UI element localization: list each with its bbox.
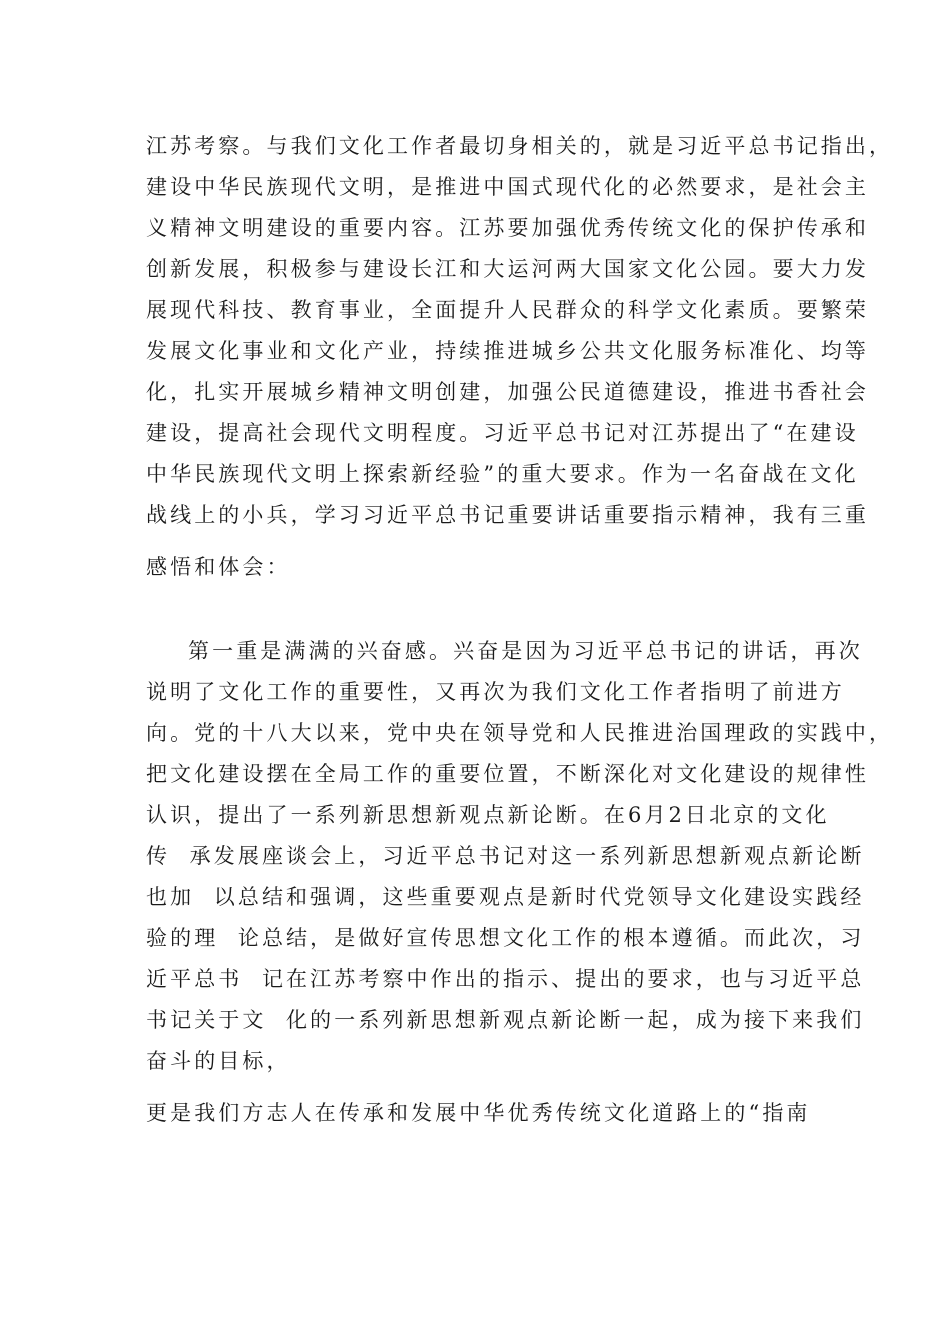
text-line: 说明了文化工作的重要性，又再次为我们文化工作者指明了前进方 [146,680,845,704]
text-line: 建设，提高社会现代文明程度。习近平总书记对江苏提出了“在建设 [146,421,859,445]
text-line: 化，扎实开展城乡精神文明创建，加强公民道德建设，推进书香社会 [146,380,869,404]
text-line: 江苏考察。与我们文化工作者最切身相关的，就是习近平总书记指出， [146,134,894,158]
text-line: 认识，提出了一系列新思想新观点新论断。在6月2日北京的文化 [146,803,830,827]
text-line: 建设中华民族现代文明，是推进中国式现代化的必然要求，是社会主 [146,175,869,199]
text-line: 创新发展，积极参与建设长江和大运河两大国家文化公园。要大力发 [146,257,869,281]
text-line: 把文化建设摆在全局工作的重要位置，不断深化对文化建设的规律性 [146,762,869,786]
text-line: 奋斗的目标， [146,1049,291,1073]
text-line: 中华民族现代文明上探索新经验”的重大要求。作为一名奋战在文化 [146,462,859,486]
text-line: 向。党的十八大以来，党中央在领导党和人民推进治国理政的实践中， [146,721,894,745]
text-line: 书记关于文 化的一系列新思想新观点新论断一起，成为接下来我们 [146,1008,865,1032]
text-line: 感悟和体会： [146,555,291,579]
text-line: 战线上的小兵，学习习近平总书记重要讲话重要指示精神，我有三重 [146,503,869,527]
text-line: 更是我们方志人在传承和发展中华优秀传统文化道路上的“指南 [146,1101,811,1125]
text-line-indented: 第一重是满满的兴奋感。兴奋是因为习近平总书记的讲话，再次 [188,639,863,663]
text-line: 义精神文明建设的重要内容。江苏要加强优秀传统文化的保护传承和 [146,216,869,240]
text-line: 也加 以总结和强调，这些重要观点是新时代党领导文化建设实践经 [146,885,865,909]
text-line: 传 承发展座谈会上，习近平总书记对这一系列新思想新观点新论断 [146,844,865,868]
text-line: 近平总书 记在江苏考察中作出的指示、提出的要求，也与习近平总 [146,967,865,991]
text-line: 发展文化事业和文化产业，持续推进城乡公共文化服务标准化、均等 [146,339,869,363]
text-line: 展现代科技、教育事业，全面提升人民群众的科学文化素质。要繁荣 [146,298,869,322]
text-line: 验的理 论总结，是做好宣传思想文化工作的根本遵循。而此次，习 [146,926,865,950]
